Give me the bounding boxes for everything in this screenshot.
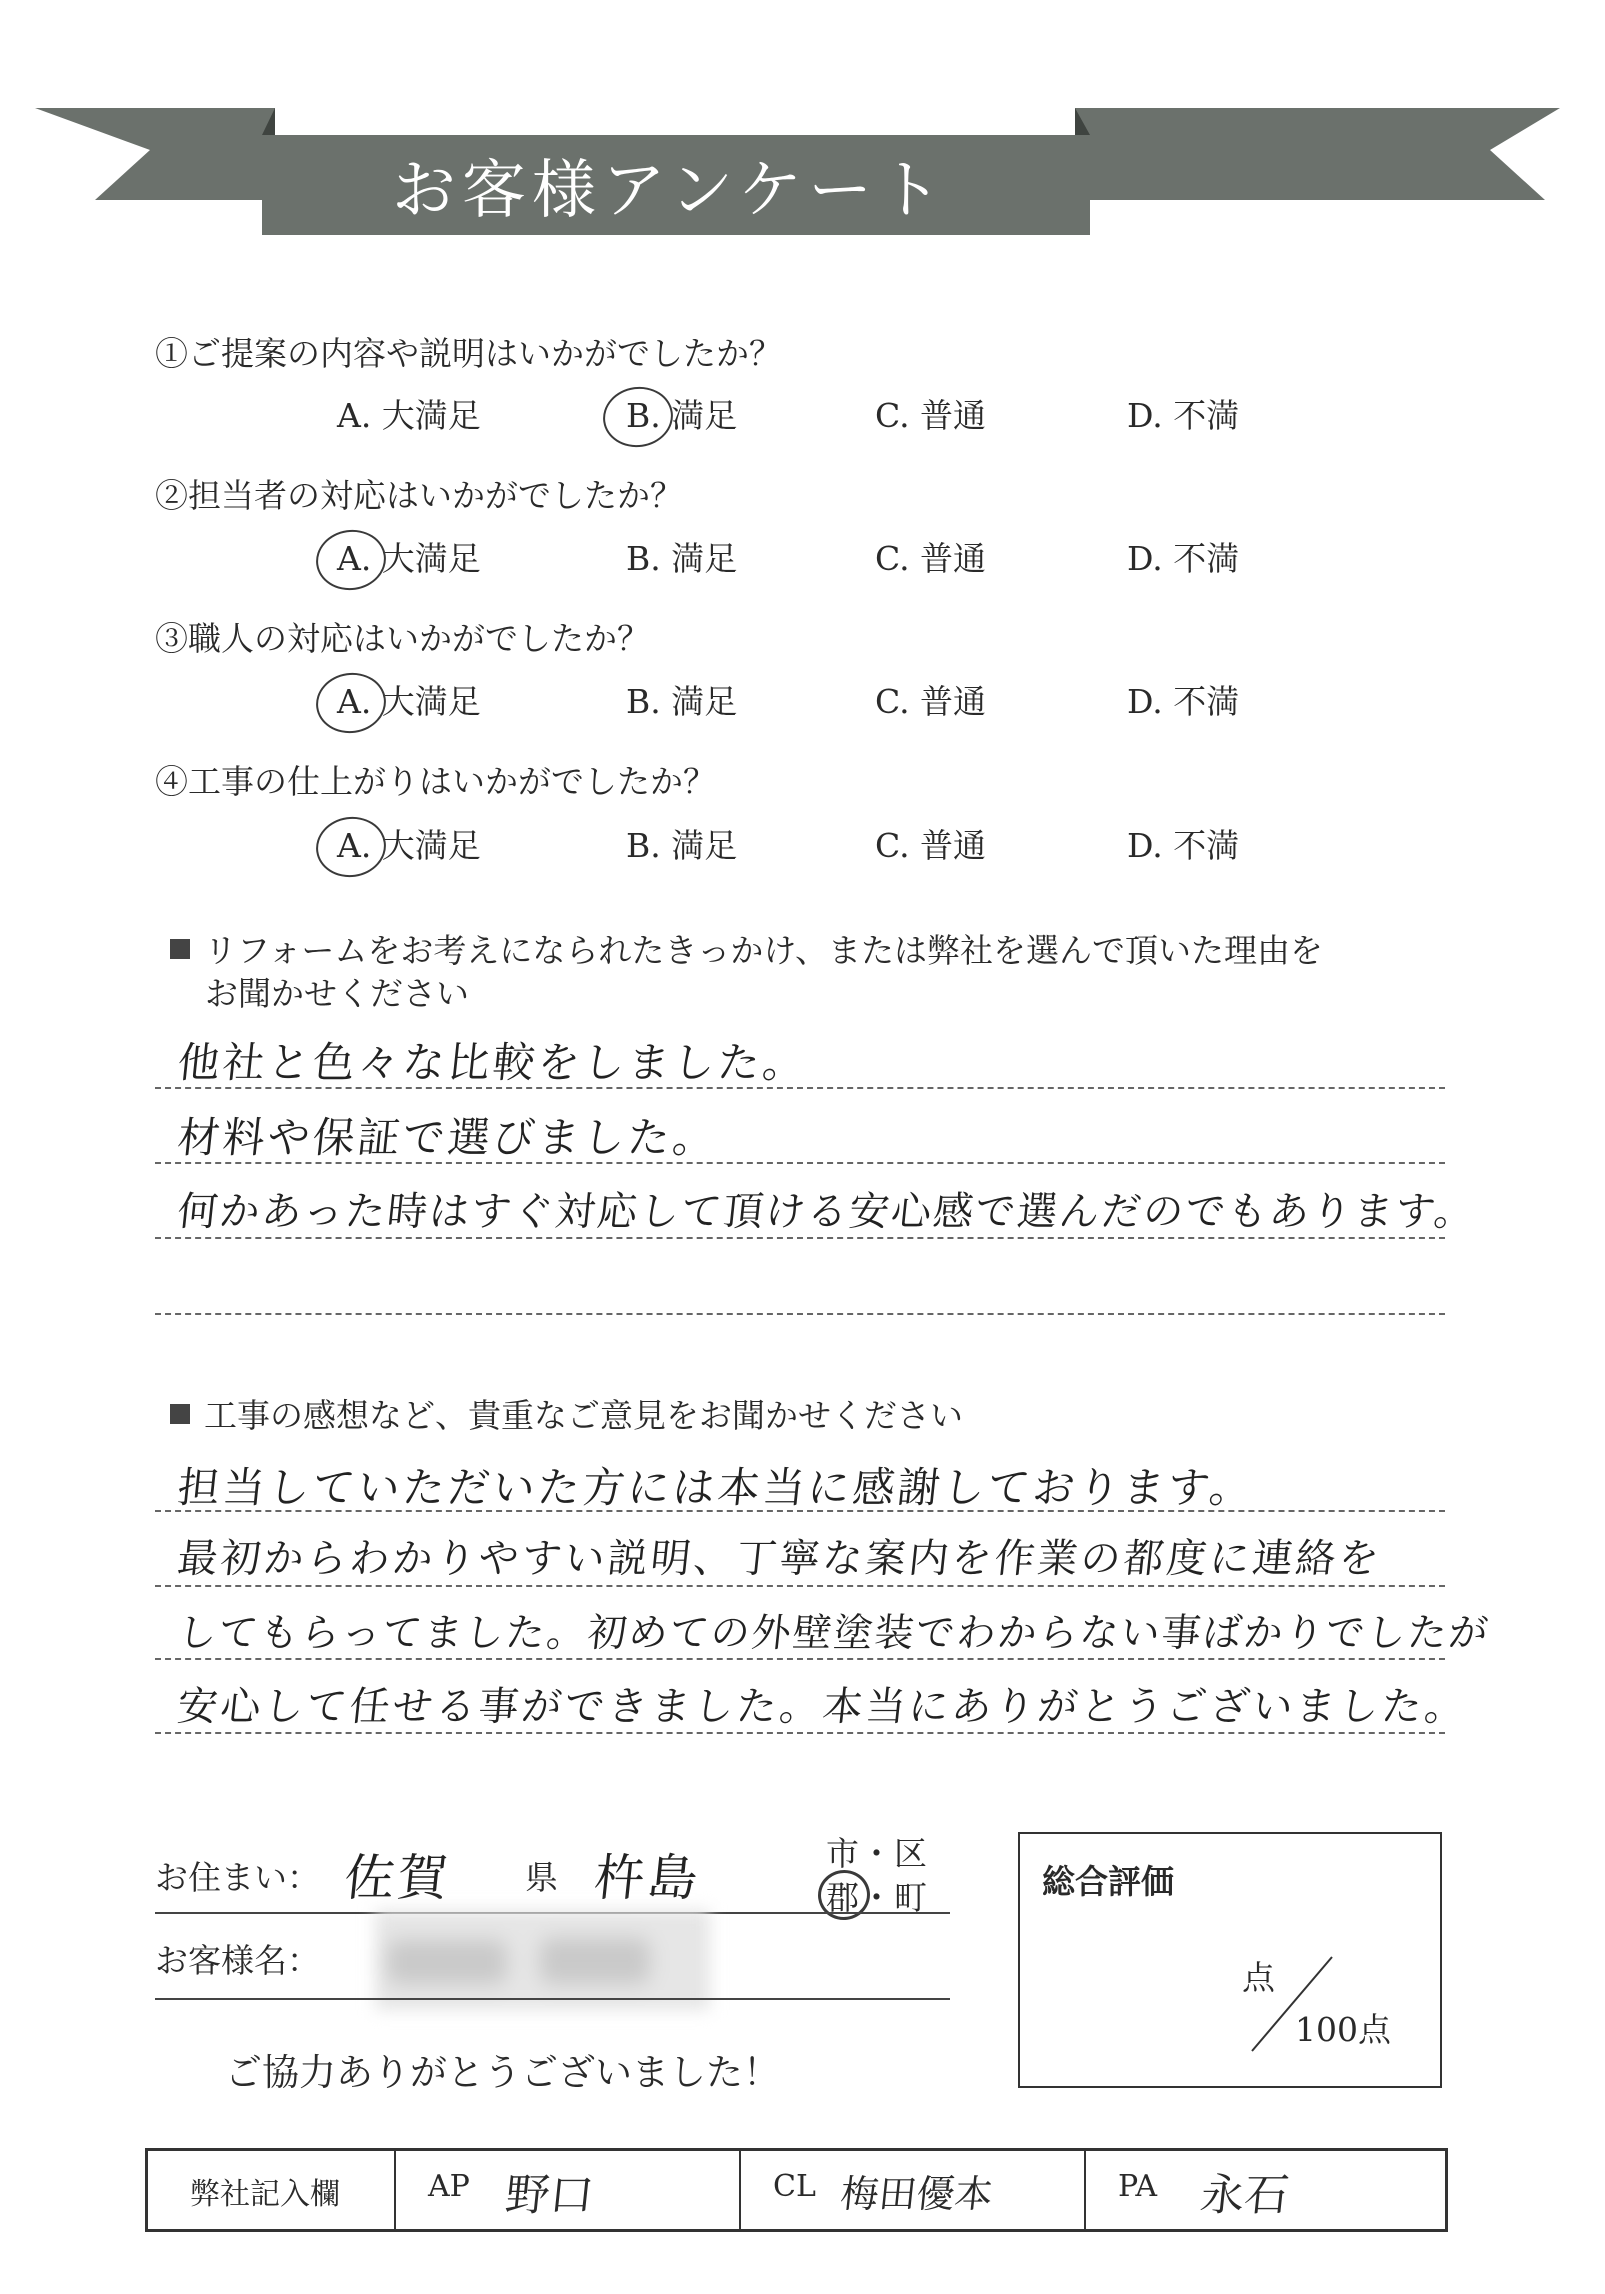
- impressions-answer-line: 担当していただいた方には本当に感謝しております。: [175, 1463, 1257, 1512]
- ap-label: AP: [428, 2169, 470, 2204]
- square-bullet-icon: [170, 939, 190, 959]
- total-rating-box: [1018, 1832, 1442, 2088]
- option-b[interactable]: B. 満足: [626, 826, 738, 865]
- answer-rule: [155, 1237, 1445, 1239]
- address-label: お住まい：: [155, 1858, 320, 1897]
- reason-answer-line: 何かあった時はすぐ対応して頂ける安心感で選んだのでもあります。: [175, 1189, 1479, 1235]
- suffix-cho: 町: [894, 1878, 927, 1917]
- square-bullet-icon: [170, 1404, 190, 1424]
- option-c[interactable]: C. 普通: [875, 396, 987, 435]
- option-b[interactable]: B. 満足: [626, 396, 738, 435]
- answer-rule: [155, 1732, 1445, 1734]
- impressions-answer-line: 安心して任せる事ができました。本当にありがとうございました。: [175, 1684, 1471, 1730]
- customer-name-underline: [155, 1998, 950, 2000]
- office-use-table: [145, 2148, 1448, 2232]
- redacted-name: [375, 1910, 710, 2010]
- thanks-message: ご協力ありがとうございました！: [225, 2051, 780, 2094]
- ap-cell: [396, 2151, 741, 2229]
- rating-title: 総合評価: [1042, 1862, 1174, 1901]
- option-d[interactable]: D. 不満: [1127, 396, 1240, 435]
- option-c[interactable]: C. 普通: [875, 682, 987, 721]
- city-value: 杵島: [591, 1849, 704, 1907]
- suffix-shi: 市: [826, 1834, 859, 1873]
- impressions-heading-text: 工事の感想など、貴重なご意見をお聞かせください: [204, 1396, 963, 1435]
- suffix-ku: 区: [894, 1834, 927, 1873]
- question-4: ④工事の仕上がりはいかがでしたか？: [155, 762, 716, 801]
- question-3-options: [0, 676, 1605, 726]
- option-b[interactable]: B. 満足: [626, 682, 738, 721]
- impressions-answer-line: 最初からわかりやすい説明、丁寧な案内を作業の都度に連絡を: [175, 1536, 1385, 1582]
- option-c[interactable]: C. 普通: [875, 826, 987, 865]
- reason-answer-line: 材料や保証で選びました。: [175, 1113, 721, 1162]
- prefecture-value: 佐賀: [341, 1849, 454, 1907]
- rating-max: 100点: [1295, 2010, 1391, 2049]
- reason-heading-text: リフォームをお考えになられたきっかけ、または弊社を選んで頂いた理由を: [204, 931, 1324, 970]
- office-label: 弊社記入欄: [190, 2177, 340, 2212]
- office-label-cell: [148, 2151, 396, 2229]
- answer-rule: [155, 1313, 1445, 1315]
- cl-value: 梅田優本: [838, 2172, 995, 2216]
- question-4-options: [0, 820, 1605, 870]
- option-d[interactable]: D. 不満: [1127, 682, 1240, 721]
- prefecture-suffix: 県: [525, 1858, 558, 1897]
- option-d[interactable]: D. 不満: [1127, 826, 1240, 865]
- rating-points-label: 点: [1242, 1958, 1275, 1997]
- answer-rule: [155, 1162, 1445, 1164]
- page-title: お客様アンケート: [391, 154, 949, 228]
- option-c[interactable]: C. 普通: [875, 539, 987, 578]
- answer-rule: [155, 1658, 1445, 1660]
- answer-rule: [155, 1510, 1445, 1512]
- question-2: ②担当者の対応はいかがでしたか？: [155, 476, 683, 515]
- reason-answer-line: 他社と色々な比較をしました。: [175, 1038, 811, 1087]
- reason-heading: [170, 925, 1323, 972]
- option-a[interactable]: A. 大満足: [337, 826, 481, 865]
- impressions-heading: [170, 1390, 963, 1437]
- answer-rule: [155, 1585, 1445, 1587]
- customer-name-label: お客様名：: [155, 1941, 320, 1980]
- ap-value: 野口: [502, 2170, 597, 2221]
- question-1: ①ご提案の内容や説明はいかがでしたか？: [155, 334, 782, 373]
- option-a[interactable]: A. 大満足: [337, 682, 481, 721]
- pa-value: 永石: [1197, 2170, 1292, 2221]
- question-3: ③職人の対応はいかがでしたか？: [155, 619, 650, 658]
- pa-cell: [1086, 2151, 1439, 2229]
- question-1-options: [0, 390, 1605, 440]
- suffix-dot: ・: [860, 1834, 893, 1873]
- answer-rule: [155, 1087, 1445, 1089]
- cl-label: CL: [773, 2169, 816, 2204]
- impressions-answer-line: してもらってました。初めての外壁塗装でわからない事ばかりでしたが: [175, 1611, 1493, 1656]
- suffix-gun: 郡: [826, 1878, 859, 1917]
- question-2-options: [0, 533, 1605, 583]
- option-b[interactable]: B. 満足: [626, 539, 738, 578]
- pa-label: PA: [1118, 2169, 1158, 2204]
- suffix-dot: ・: [860, 1878, 893, 1917]
- cl-cell: [741, 2151, 1086, 2229]
- option-a[interactable]: A. 大満足: [337, 539, 481, 578]
- option-a[interactable]: A. 大満足: [337, 396, 481, 435]
- reason-heading-sub: お聞かせください: [205, 974, 469, 1013]
- option-d[interactable]: D. 不満: [1127, 539, 1240, 578]
